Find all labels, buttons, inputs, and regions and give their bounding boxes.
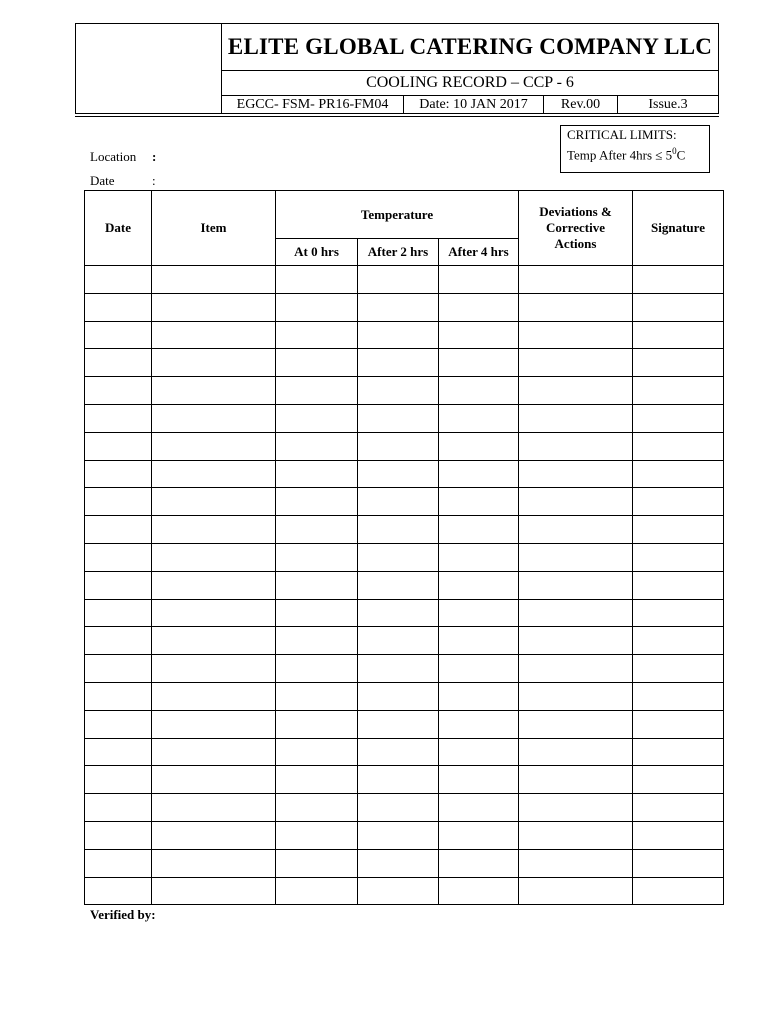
cell-signature[interactable]	[633, 488, 724, 516]
cell-temp-2[interactable]	[358, 460, 439, 488]
cell-deviations[interactable]	[519, 377, 633, 405]
cell-item[interactable]	[152, 543, 276, 571]
cell-temp-0[interactable]	[276, 599, 358, 627]
cell-item[interactable]	[152, 821, 276, 849]
cell-temp-0[interactable]	[276, 488, 358, 516]
cell-temp-2[interactable]	[358, 682, 439, 710]
cell-temp-0[interactable]	[276, 766, 358, 794]
cell-item[interactable]	[152, 738, 276, 766]
cell-temp-0[interactable]	[276, 849, 358, 877]
cell-temp-2[interactable]	[358, 710, 439, 738]
table-row	[85, 821, 724, 849]
table-row	[85, 404, 724, 432]
cell-deviations[interactable]	[519, 516, 633, 544]
table-row	[85, 849, 724, 877]
cell-temp-2[interactable]	[358, 488, 439, 516]
cell-date[interactable]	[85, 432, 152, 460]
col-header-temperature: Temperature	[276, 191, 519, 239]
table-row	[85, 293, 724, 321]
cell-temp-4[interactable]	[439, 738, 519, 766]
cell-date[interactable]	[85, 266, 152, 294]
cell-date[interactable]	[85, 627, 152, 655]
cell-date[interactable]	[85, 321, 152, 349]
cell-signature[interactable]	[633, 377, 724, 405]
table-row	[85, 377, 724, 405]
cell-item[interactable]	[152, 571, 276, 599]
cell-temp-2[interactable]	[358, 432, 439, 460]
cell-item[interactable]	[152, 627, 276, 655]
cell-deviations[interactable]	[519, 766, 633, 794]
doc-issue: Issue.3	[648, 96, 688, 112]
cell-temp-0[interactable]	[276, 516, 358, 544]
cell-signature[interactable]	[633, 516, 724, 544]
table-row	[85, 655, 724, 683]
cell-temp-0[interactable]	[276, 738, 358, 766]
doc-revision: Rev.00	[544, 96, 618, 113]
cell-item[interactable]	[152, 682, 276, 710]
cell-item[interactable]	[152, 710, 276, 738]
cell-date[interactable]	[85, 543, 152, 571]
cell-date[interactable]	[85, 516, 152, 544]
col-header-signature: Signature	[633, 191, 724, 266]
cell-deviations[interactable]	[519, 682, 633, 710]
cell-temp-0[interactable]	[276, 377, 358, 405]
cell-temp-4[interactable]	[439, 794, 519, 822]
cell-signature[interactable]	[633, 432, 724, 460]
cell-temp-4[interactable]	[439, 349, 519, 377]
cell-temp-0[interactable]	[276, 710, 358, 738]
verified-by-label: Verified by:	[90, 907, 156, 922]
cell-deviations[interactable]	[519, 738, 633, 766]
cell-temp-4[interactable]	[439, 682, 519, 710]
cell-item[interactable]	[152, 488, 276, 516]
date-colon: :	[152, 173, 156, 188]
cell-item[interactable]	[152, 849, 276, 877]
table-row	[85, 488, 724, 516]
cell-item[interactable]	[152, 404, 276, 432]
cell-temp-0[interactable]	[276, 794, 358, 822]
cell-item[interactable]	[152, 432, 276, 460]
cell-temp-2[interactable]	[358, 321, 439, 349]
cell-item[interactable]	[152, 794, 276, 822]
cell-temp-4[interactable]	[439, 460, 519, 488]
cell-deviations[interactable]	[519, 821, 633, 849]
cell-temp-4[interactable]	[439, 266, 519, 294]
cell-date[interactable]	[85, 655, 152, 683]
cell-temp-4[interactable]	[439, 627, 519, 655]
cell-temp-4[interactable]	[439, 599, 519, 627]
cell-signature[interactable]	[633, 794, 724, 822]
table-row	[85, 682, 724, 710]
doc-date: Date: 10 JAN 2017	[404, 96, 544, 113]
cell-date[interactable]	[85, 460, 152, 488]
cell-date[interactable]	[85, 849, 152, 877]
location-colon: :	[152, 149, 157, 164]
location-field	[90, 149, 156, 165]
cell-date[interactable]	[85, 599, 152, 627]
cell-item[interactable]	[152, 599, 276, 627]
cell-temp-4[interactable]	[439, 543, 519, 571]
cell-date[interactable]	[85, 766, 152, 794]
cell-item[interactable]	[152, 377, 276, 405]
cell-temp-4[interactable]	[439, 488, 519, 516]
cell-date[interactable]	[85, 794, 152, 822]
cell-temp-4[interactable]	[439, 321, 519, 349]
cell-temp-2[interactable]	[358, 377, 439, 405]
col-header-at-0-hrs: At 0 hrs	[276, 239, 358, 266]
cell-temp-4[interactable]	[439, 710, 519, 738]
cell-item[interactable]	[152, 349, 276, 377]
table-row	[85, 516, 724, 544]
cell-deviations[interactable]	[519, 794, 633, 822]
cell-temp-4[interactable]	[439, 293, 519, 321]
cell-temp-0[interactable]	[276, 349, 358, 377]
cell-temp-2[interactable]	[358, 821, 439, 849]
cell-temp-0[interactable]	[276, 404, 358, 432]
cell-signature[interactable]	[633, 571, 724, 599]
cell-deviations[interactable]	[519, 599, 633, 627]
cell-temp-0[interactable]	[276, 266, 358, 294]
cell-temp-4[interactable]	[439, 377, 519, 405]
cell-deviations[interactable]	[519, 404, 633, 432]
cell-deviations[interactable]	[519, 655, 633, 683]
cell-deviations[interactable]	[519, 543, 633, 571]
cell-signature[interactable]	[633, 321, 724, 349]
cell-signature[interactable]	[633, 655, 724, 683]
cell-deviations[interactable]	[519, 349, 633, 377]
col-header-deviations: Deviations & Corrective Actions	[519, 191, 633, 266]
cell-temp-2[interactable]	[358, 349, 439, 377]
cell-date[interactable]	[85, 710, 152, 738]
cell-temp-2[interactable]	[358, 849, 439, 877]
cell-item[interactable]	[152, 877, 276, 905]
cell-signature[interactable]	[633, 766, 724, 794]
cell-signature[interactable]	[633, 627, 724, 655]
cell-item[interactable]	[152, 293, 276, 321]
cell-temp-2[interactable]	[358, 877, 439, 905]
cell-temp-2[interactable]	[358, 543, 439, 571]
cell-temp-4[interactable]	[439, 404, 519, 432]
cell-temp-2[interactable]	[358, 766, 439, 794]
cell-temp-0[interactable]	[276, 460, 358, 488]
cell-signature[interactable]	[633, 821, 724, 849]
date-label: Date	[90, 173, 115, 188]
cell-temp-0[interactable]	[276, 293, 358, 321]
cell-deviations[interactable]	[519, 488, 633, 516]
table-row	[85, 460, 724, 488]
doc-code: EGCC- FSM- PR16-FM04	[222, 96, 404, 113]
cell-signature[interactable]	[633, 849, 724, 877]
cell-temp-0[interactable]	[276, 571, 358, 599]
table-row	[85, 266, 724, 294]
cell-deviations[interactable]	[519, 460, 633, 488]
cell-temp-0[interactable]	[276, 877, 358, 905]
location-label: Location	[90, 149, 137, 164]
table-row	[85, 738, 724, 766]
col-header-date: Date	[85, 191, 152, 266]
cell-signature[interactable]	[633, 710, 724, 738]
cell-temp-0[interactable]	[276, 682, 358, 710]
table-row	[85, 710, 724, 738]
cell-temp-2[interactable]	[358, 738, 439, 766]
table-row	[85, 766, 724, 794]
company-name: ELITE GLOBAL CATERING COMPANY LLC	[222, 24, 718, 71]
table-row	[85, 627, 724, 655]
cell-temp-4[interactable]	[439, 849, 519, 877]
cell-temp-0[interactable]	[276, 321, 358, 349]
table-row	[85, 794, 724, 822]
cell-temp-2[interactable]	[358, 627, 439, 655]
table-row	[85, 877, 724, 905]
cell-date[interactable]	[85, 877, 152, 905]
table-row	[85, 349, 724, 377]
cell-date[interactable]	[85, 377, 152, 405]
cell-deviations[interactable]	[519, 627, 633, 655]
cell-signature[interactable]	[633, 543, 724, 571]
cell-signature[interactable]	[633, 599, 724, 627]
log-body	[85, 266, 724, 905]
cell-temp-2[interactable]	[358, 599, 439, 627]
cell-date[interactable]	[85, 404, 152, 432]
cell-temp-4[interactable]	[439, 516, 519, 544]
cell-item[interactable]	[152, 460, 276, 488]
col-header-item: Item	[152, 191, 276, 266]
cell-temp-0[interactable]	[276, 655, 358, 683]
cell-date[interactable]	[85, 571, 152, 599]
col-header-after-4-hrs: After 4 hrs	[439, 239, 519, 266]
cell-temp-2[interactable]	[358, 404, 439, 432]
critical-limits-text: Temp After $4hrs \le 5^0C$	[567, 146, 686, 163]
cell-temp-0[interactable]	[276, 821, 358, 849]
cell-date[interactable]	[85, 738, 152, 766]
cell-deviations[interactable]	[519, 293, 633, 321]
logo-placeholder	[76, 24, 222, 113]
table-row	[85, 432, 724, 460]
cell-temp-2[interactable]	[358, 655, 439, 683]
cell-signature[interactable]	[633, 682, 724, 710]
critical-limits-box	[560, 125, 710, 173]
cell-temp-0[interactable]	[276, 432, 358, 460]
cell-item[interactable]	[152, 321, 276, 349]
table-row	[85, 543, 724, 571]
cell-item[interactable]	[152, 766, 276, 794]
cell-deviations[interactable]	[519, 266, 633, 294]
cell-signature[interactable]	[633, 404, 724, 432]
cell-item[interactable]	[152, 655, 276, 683]
cell-date[interactable]	[85, 293, 152, 321]
document-meta-row	[222, 96, 718, 113]
cell-date[interactable]	[85, 488, 152, 516]
document-header	[75, 23, 719, 114]
cell-temp-4[interactable]	[439, 821, 519, 849]
cell-temp-2[interactable]	[358, 516, 439, 544]
date-field	[90, 173, 156, 189]
cell-temp-2[interactable]	[358, 794, 439, 822]
cell-temp-4[interactable]	[439, 432, 519, 460]
col-header-after-2-hrs: After 2 hrs	[358, 239, 439, 266]
cell-date[interactable]	[85, 821, 152, 849]
cell-temp-0[interactable]	[276, 627, 358, 655]
cell-deviations[interactable]	[519, 571, 633, 599]
record-title: COOLING RECORD – CCP - 6	[222, 71, 718, 96]
cell-deviations[interactable]	[519, 432, 633, 460]
cooling-log-table	[84, 190, 724, 905]
cell-signature[interactable]	[633, 293, 724, 321]
cell-temp-2[interactable]	[358, 293, 439, 321]
header-divider	[75, 116, 719, 117]
cell-signature[interactable]	[633, 738, 724, 766]
critical-limits-title: CRITICAL LIMITS:	[567, 127, 677, 142]
cell-temp-4[interactable]	[439, 655, 519, 683]
cell-temp-4[interactable]	[439, 877, 519, 905]
cell-deviations[interactable]	[519, 849, 633, 877]
cell-item[interactable]	[152, 266, 276, 294]
table-row	[85, 599, 724, 627]
cell-temp-2[interactable]	[358, 266, 439, 294]
cell-deviations[interactable]	[519, 877, 633, 905]
cell-date[interactable]	[85, 682, 152, 710]
cell-temp-0[interactable]	[276, 543, 358, 571]
cell-deviations[interactable]	[519, 321, 633, 349]
cell-signature[interactable]	[633, 266, 724, 294]
cell-temp-4[interactable]	[439, 766, 519, 794]
cell-signature[interactable]	[633, 349, 724, 377]
cell-date[interactable]	[85, 349, 152, 377]
cell-temp-4[interactable]	[439, 571, 519, 599]
cell-temp-2[interactable]	[358, 571, 439, 599]
cell-signature[interactable]	[633, 877, 724, 905]
table-row	[85, 321, 724, 349]
cell-item[interactable]	[152, 516, 276, 544]
cell-signature[interactable]	[633, 460, 724, 488]
table-row	[85, 571, 724, 599]
cell-deviations[interactable]	[519, 710, 633, 738]
